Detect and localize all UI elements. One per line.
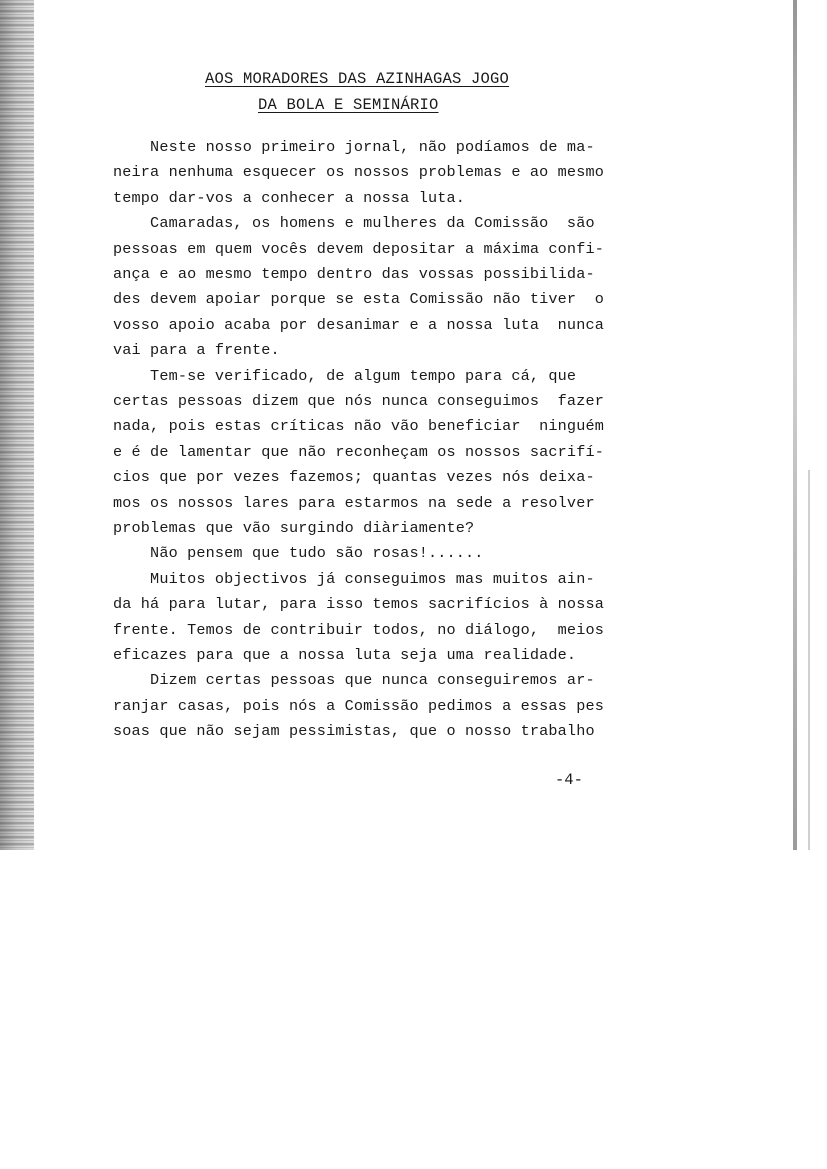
text-line: certas pessoas dizem que nós nunca conseguimos fazer	[113, 392, 604, 410]
text-line: eficazes para que a nossa luta seja uma realidade.	[113, 646, 577, 664]
text-line: des devem apoiar porque se esta Comissão não tiver o	[113, 290, 604, 309]
text-line: tempo dar-vos a conhecer a nossa luta.	[113, 188, 466, 207]
text-line: pessoas em quem vocês devem depositar a máxima confi-	[113, 239, 604, 258]
heading-line-2-text: DA BOLA E SEMINÁRIO	[258, 96, 439, 114]
text-line: nada, pois estas críticas não vão beneficiar ninguém	[113, 417, 604, 436]
text-line: ranjar casas, pois nós a Comissão pedimos a essas pes	[113, 696, 604, 715]
text-line: Neste nosso primeiro jornal, não podíamos de ma-	[113, 138, 595, 156]
text-line: vai para a frente.	[113, 341, 280, 360]
scan-edge-right-shadow	[808, 470, 810, 850]
text-line: ança e ao mesmo tempo dentro das vossas possibilida-	[113, 265, 595, 283]
text-line: neira nenhuma esquecer os nossos problemas e ao mesmo	[113, 163, 604, 182]
text-line: cios que por vezes fazemos; quantas vezes nós deixa-	[113, 468, 595, 487]
text-line: Dizem certas pessoas que nunca conseguiremos ar-	[113, 671, 595, 690]
page-number: -4-	[555, 771, 583, 789]
text-line: Muitos objectivos já conseguimos mas muitos ain-	[113, 569, 595, 588]
text-line: da há para lutar, para isso temos sacrifícios à nossa	[113, 595, 604, 614]
scan-edge-left	[0, 0, 34, 850]
scan-edge-right	[793, 0, 797, 850]
text-line: frente. Temos de contribuir todos, no diálogo, meios	[113, 620, 604, 639]
heading-line-1-text: AOS MORADORES DAS AZINHAGAS JOGO	[205, 70, 510, 88]
text-line: vosso apoio acaba por desanimar e a nossa luta nunca	[113, 315, 604, 334]
text-line: Camaradas, os homens e mulheres da Comissão são	[113, 214, 595, 233]
text-line: Tem-se verificado, de algum tempo para cá, que	[113, 366, 577, 385]
text-line: soas que não sejam pessimistas, que o nosso trabalho	[113, 722, 595, 741]
text-line: mos os nossos lares para estarmos na sede a resolver	[113, 493, 595, 512]
text-line: Não pensem que tudo são rosas!......	[113, 544, 484, 563]
text-line: problemas que vão surgindo diàriamente?	[113, 519, 475, 537]
text-line: e é de lamentar que não reconheçam os nossos sacrifí-	[113, 442, 604, 461]
